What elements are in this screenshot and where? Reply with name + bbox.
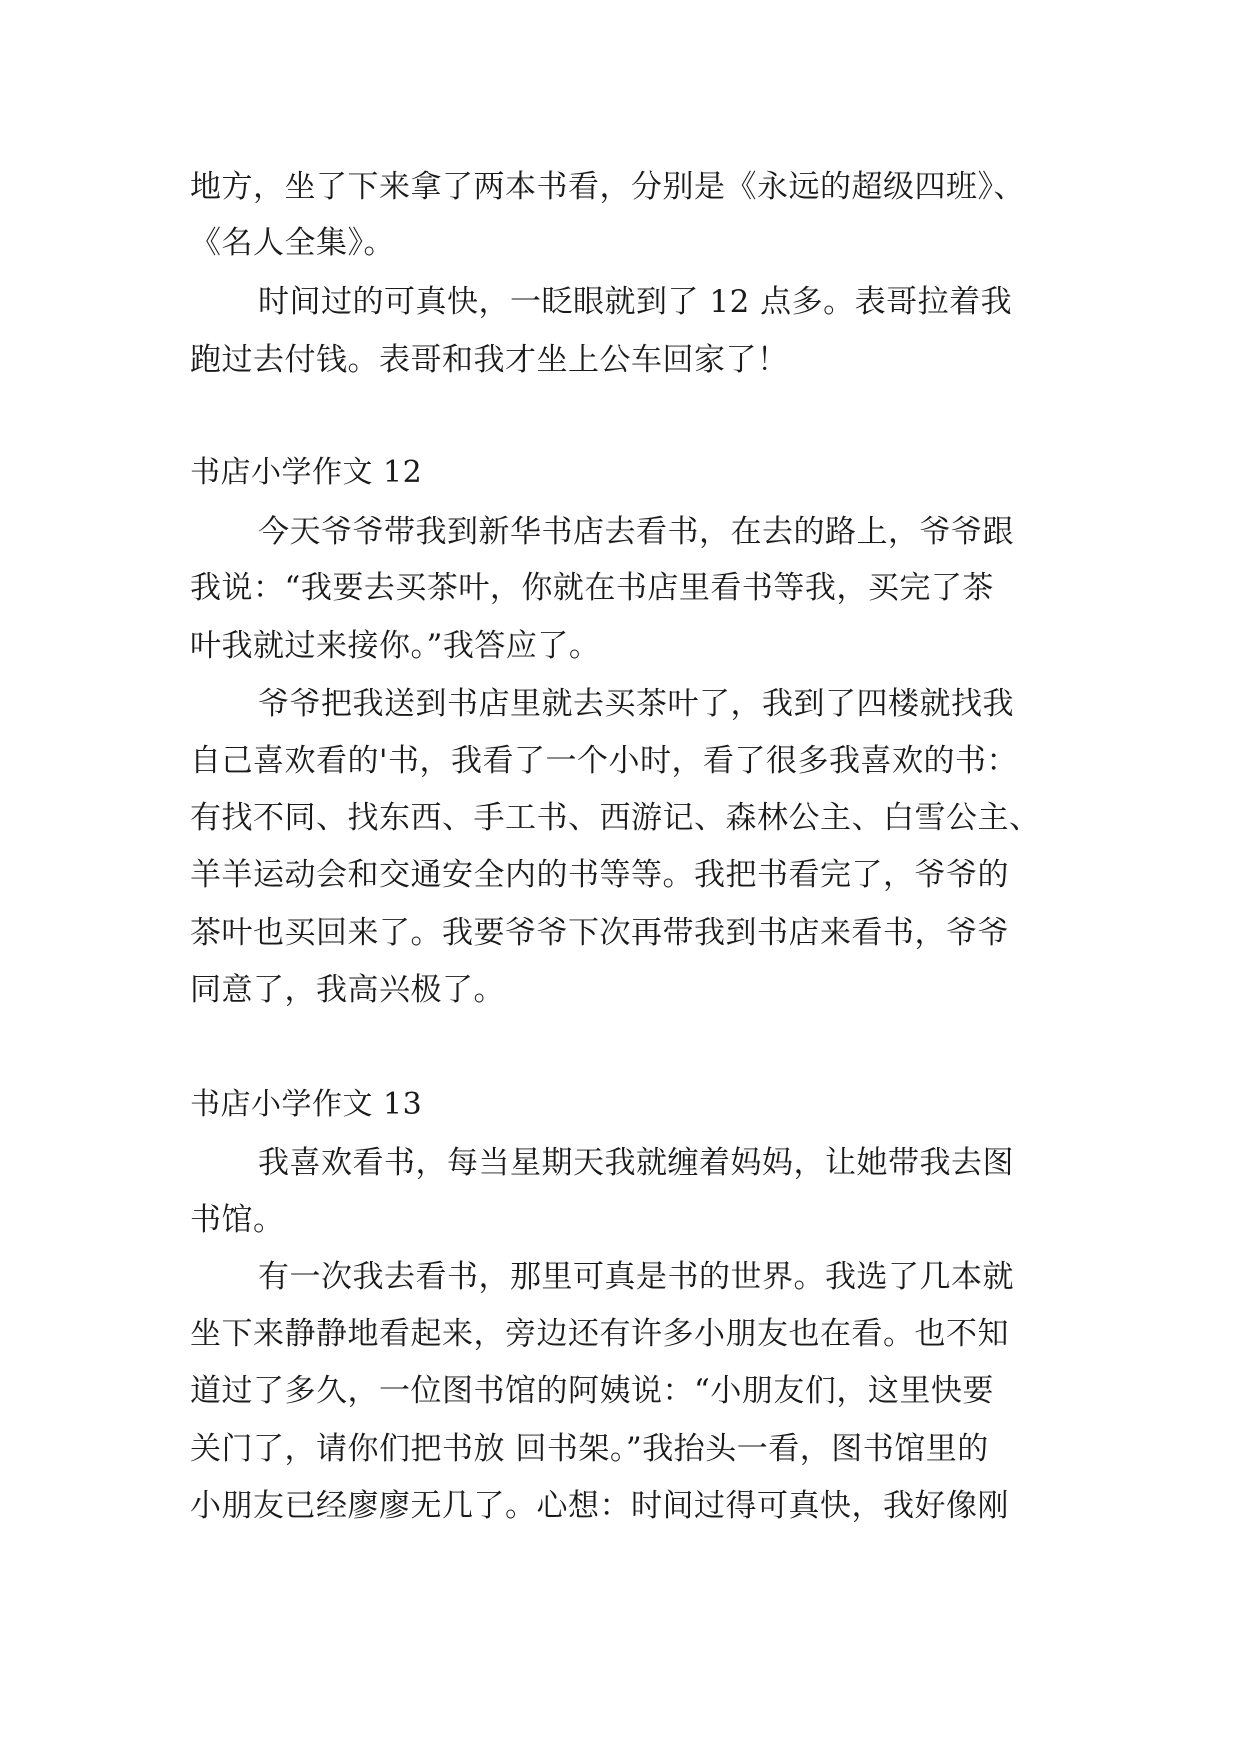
paragraph-line: 地方，坐了下来拿了两本书看，分别是《永远的超级四班》、 <box>190 169 1025 205</box>
paragraph-line: 有找不同、找东西、手工书、西游记、森林公主、白雪公主、 <box>190 800 1041 836</box>
paragraph-line: 自己喜欢看的'书，我看了一个小时，看了很多我喜欢的书： <box>190 743 1019 779</box>
paragraph-line: 书馆。 <box>190 1202 285 1238</box>
paragraph-line: 道过了多久，一位图书馆的阿姨说：“小朋友们，这里快要 <box>190 1373 994 1409</box>
paragraph-line: 同意了，我高兴极了。 <box>190 972 505 1008</box>
paragraph-line: 坐下来静静地看起来，旁边还有许多小朋友也在看。也不知 <box>190 1316 1009 1352</box>
essay-heading: 书店小学作文 12 <box>190 455 423 490</box>
paragraph-line: 关门了，请你们把书放 回书架。”我抬头一看，图书馆里的 <box>190 1431 989 1467</box>
paragraph-line: 有一次我去看书，那里可真是书的世界。我选了几本就 <box>258 1259 1014 1295</box>
paragraph-line: 今天爷爷带我到新华书店去看书，在去的路上，爷爷跟 <box>258 514 1014 550</box>
essay-heading: 书店小学作文 13 <box>190 1087 423 1122</box>
paragraph-line: 我说：“我要去买茶叶，你就在书店里看书等我，买完了茶 <box>190 570 994 606</box>
paragraph-line: 茶叶也买回来了。我要爷爷下次再带我到书店来看书，爷爷 <box>190 915 1009 951</box>
paragraph-line: 《名人全集》。 <box>190 225 395 261</box>
paragraph-line: 小朋友已经廖廖无几了。心想：时间过得可真快，我好像刚 <box>190 1488 1009 1524</box>
paragraph-line: 叶我就过来接你。”我答应了。 <box>190 628 601 664</box>
paragraph-line: 跑过去付钱。表哥和我才坐上公车回家了！ <box>190 342 789 378</box>
paragraph-line: 我喜欢看书，每当星期天我就缠着妈妈，让她带我去图 <box>258 1145 1014 1181</box>
paragraph-line: 爷爷把我送到书店里就去买茶叶了，我到了四楼就找我 <box>258 686 1014 722</box>
paragraph-line: 时间过的可真快，一眨眼就到了 12 点多。表哥拉着我 <box>258 284 1013 320</box>
paragraph-line: 羊羊运动会和交通安全内的书等等。我把书看完了，爷爷的 <box>190 857 1009 893</box>
